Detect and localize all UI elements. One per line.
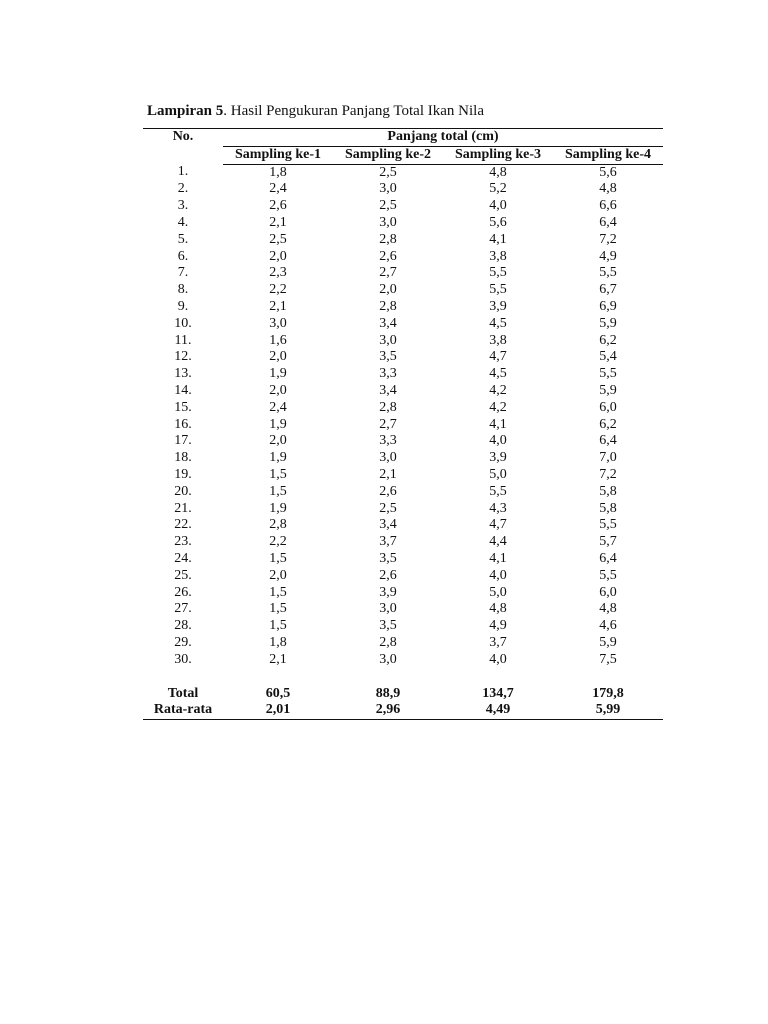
table-cell: 3,9 bbox=[379, 584, 397, 600]
table-cell: 6,6 bbox=[599, 198, 617, 214]
table-row bbox=[143, 551, 663, 568]
table-cell: 5,9 bbox=[599, 315, 617, 331]
average-cell: 2,01 bbox=[223, 702, 333, 719]
table-cell: 1,9 bbox=[269, 450, 287, 466]
table-row bbox=[143, 400, 663, 417]
row-number: 14. bbox=[174, 382, 192, 398]
table-cell: 4,3 bbox=[489, 500, 507, 516]
row-number: 18. bbox=[174, 450, 192, 466]
table-cell: 2,0 bbox=[269, 349, 287, 365]
table-cell: 6,7 bbox=[599, 282, 617, 298]
table-cell: 1,9 bbox=[269, 416, 287, 432]
table-cell: 1,8 bbox=[269, 164, 287, 180]
table-row bbox=[143, 635, 663, 652]
table-cell: 5,5 bbox=[599, 517, 617, 533]
table-cell: 1,5 bbox=[269, 584, 287, 600]
table-cell: 2,5 bbox=[379, 500, 397, 516]
table-row bbox=[143, 383, 663, 400]
table-cell: 6,4 bbox=[599, 214, 617, 230]
table-row bbox=[143, 198, 663, 215]
row-number: 7. bbox=[177, 265, 189, 281]
table-cell: 2,7 bbox=[379, 416, 397, 432]
table-cell: 4,8 bbox=[599, 181, 617, 197]
table-cell: 4,0 bbox=[489, 433, 507, 449]
subheader-2: Sampling ke-2 bbox=[333, 146, 443, 164]
table-cell: 7,5 bbox=[599, 651, 617, 667]
table-cell: 2,7 bbox=[379, 265, 397, 281]
table-row bbox=[143, 517, 663, 534]
table-row bbox=[143, 366, 663, 383]
table-cell: 7,2 bbox=[599, 466, 617, 482]
table-cell: 3,0 bbox=[379, 214, 397, 230]
table-cell: 5,8 bbox=[599, 483, 617, 499]
table-cell: 5,5 bbox=[489, 265, 507, 281]
table-cell: 6,4 bbox=[599, 550, 617, 566]
table-cell: 5,2 bbox=[489, 181, 507, 197]
table-cell: 4,9 bbox=[599, 248, 617, 264]
table-cell: 1,5 bbox=[269, 550, 287, 566]
subheader-4: Sampling ke-4 bbox=[553, 146, 663, 164]
row-number: 1. bbox=[177, 164, 189, 180]
average-row bbox=[143, 702, 663, 719]
average-cell: 2,96 bbox=[333, 702, 443, 719]
table-cell: 4,0 bbox=[489, 567, 507, 583]
row-number: 9. bbox=[177, 298, 189, 314]
table-cell: 3,8 bbox=[489, 332, 507, 348]
table-cell: 7,0 bbox=[599, 450, 617, 466]
table-cell: 2,5 bbox=[379, 164, 397, 180]
table-cell: 3,5 bbox=[379, 618, 397, 634]
table-cell: 5,5 bbox=[599, 265, 617, 281]
total-cell: 134,7 bbox=[482, 685, 514, 701]
row-number: 8. bbox=[177, 282, 189, 298]
table-cell: 4,2 bbox=[489, 382, 507, 398]
table-row bbox=[143, 299, 663, 316]
total-cell: 60,5 bbox=[265, 685, 291, 701]
table-cell: 1,5 bbox=[269, 618, 287, 634]
table-cell: 2,8 bbox=[379, 399, 397, 415]
subheader-1: Sampling ke-1 bbox=[223, 146, 333, 164]
table-cell: 2,8 bbox=[379, 231, 397, 247]
row-number: 28. bbox=[174, 618, 192, 634]
table-cell: 5,4 bbox=[599, 349, 617, 365]
table-cell: 6,2 bbox=[599, 332, 617, 348]
table-cell: 7,2 bbox=[599, 231, 617, 247]
table-cell: 5,5 bbox=[489, 282, 507, 298]
table-cell: 3,3 bbox=[379, 433, 397, 449]
table-cell: 5,6 bbox=[599, 164, 617, 180]
table-row bbox=[143, 601, 663, 618]
row-number: 5. bbox=[177, 231, 189, 247]
row-number: 26. bbox=[174, 584, 192, 600]
row-number: 24. bbox=[174, 550, 192, 566]
table-cell: 4,9 bbox=[489, 618, 507, 634]
table-cell: 3,9 bbox=[489, 298, 507, 314]
table-cell: 3,7 bbox=[379, 534, 397, 550]
table-cell: 6,2 bbox=[599, 416, 617, 432]
table-cell: 1,6 bbox=[269, 332, 287, 348]
table-cell: 2,0 bbox=[269, 567, 287, 583]
table-row bbox=[143, 568, 663, 585]
table-row bbox=[143, 484, 663, 501]
table-cell: 4,5 bbox=[489, 366, 507, 382]
table-cell: 5,8 bbox=[599, 500, 617, 516]
table-cell: 3,4 bbox=[379, 315, 397, 331]
table-cell: 2,2 bbox=[269, 282, 287, 298]
table-body bbox=[143, 164, 663, 668]
table-cell: 2,3 bbox=[269, 265, 287, 281]
table-row bbox=[143, 652, 663, 669]
table-cell: 4,0 bbox=[489, 198, 507, 214]
table-row bbox=[143, 534, 663, 551]
table-cell: 3,7 bbox=[489, 634, 507, 650]
header-group: Panjang total (cm) bbox=[223, 129, 663, 147]
header-no: No. bbox=[143, 129, 223, 165]
table-cell: 2,5 bbox=[379, 198, 397, 214]
table-row bbox=[143, 316, 663, 333]
row-number: 11. bbox=[174, 332, 192, 348]
table-cell: 4,1 bbox=[489, 231, 507, 247]
row-number: 2. bbox=[177, 181, 189, 197]
table-row bbox=[143, 467, 663, 484]
table-cell: 2,6 bbox=[379, 483, 397, 499]
table-row bbox=[143, 417, 663, 434]
total-row bbox=[143, 686, 663, 703]
spacer-row bbox=[143, 669, 663, 686]
table-row bbox=[143, 164, 663, 181]
table-cell: 5,0 bbox=[489, 584, 507, 600]
table-cell: 1,5 bbox=[269, 483, 287, 499]
table-cell: 1,8 bbox=[269, 634, 287, 650]
table-row bbox=[143, 450, 663, 467]
table-cell: 4,1 bbox=[489, 416, 507, 432]
table-cell: 3,0 bbox=[379, 651, 397, 667]
row-number: 12. bbox=[174, 349, 192, 365]
row-number: 6. bbox=[177, 248, 189, 264]
row-number: 13. bbox=[174, 366, 192, 382]
row-number: 21. bbox=[174, 500, 192, 516]
table-cell: 4,8 bbox=[599, 601, 617, 617]
row-number: 3. bbox=[177, 198, 189, 214]
table-cell: 3,3 bbox=[379, 366, 397, 382]
table-cell: 4,1 bbox=[489, 550, 507, 566]
row-number: 15. bbox=[174, 399, 192, 415]
table-row bbox=[143, 232, 663, 249]
caption-text: . Hasil Pengukuran Panjang Total Ikan Nila bbox=[223, 103, 484, 119]
row-number: 23. bbox=[174, 534, 192, 550]
total-cell: 88,9 bbox=[375, 685, 401, 701]
row-number: 29. bbox=[174, 634, 192, 650]
table-cell: 2,2 bbox=[269, 534, 287, 550]
table-cell: 3,0 bbox=[379, 332, 397, 348]
row-number: 22. bbox=[174, 517, 192, 533]
row-number: 27. bbox=[174, 601, 192, 617]
table-cell: 4,2 bbox=[489, 399, 507, 415]
total-cell: 179,8 bbox=[592, 685, 624, 701]
table-cell: 2,0 bbox=[269, 248, 287, 264]
table-cell: 3,0 bbox=[379, 450, 397, 466]
row-number: 16. bbox=[174, 416, 192, 432]
table-cell: 3,8 bbox=[489, 248, 507, 264]
table-cell: 2,4 bbox=[269, 181, 287, 197]
table-cell: 2,1 bbox=[269, 214, 287, 230]
table-cell: 2,8 bbox=[269, 517, 287, 533]
table-cell: 6,0 bbox=[599, 584, 617, 600]
table-row bbox=[143, 215, 663, 232]
table-cell: 2,4 bbox=[269, 399, 287, 415]
table-row bbox=[143, 181, 663, 198]
table-cell: 4,6 bbox=[599, 618, 617, 634]
table-cell: 3,0 bbox=[379, 601, 397, 617]
table-cell: 4,8 bbox=[489, 601, 507, 617]
table-row bbox=[143, 618, 663, 635]
table-row bbox=[143, 433, 663, 450]
table-cell: 1,5 bbox=[269, 466, 287, 482]
table-cell: 3,5 bbox=[379, 550, 397, 566]
row-number: 4. bbox=[177, 214, 189, 230]
table-cell: 2,6 bbox=[379, 248, 397, 264]
data-table bbox=[143, 128, 663, 720]
table-row bbox=[143, 282, 663, 299]
table-caption bbox=[147, 101, 484, 121]
table-cell: 4,7 bbox=[489, 517, 507, 533]
table-cell: 4,5 bbox=[489, 315, 507, 331]
table-cell: 2,8 bbox=[379, 298, 397, 314]
table-cell: 2,0 bbox=[269, 433, 287, 449]
row-number: 25. bbox=[174, 567, 192, 583]
table-cell: 4,4 bbox=[489, 534, 507, 550]
table-cell: 5,9 bbox=[599, 634, 617, 650]
table-cell: 2,6 bbox=[269, 198, 287, 214]
table-cell: 3,0 bbox=[379, 181, 397, 197]
table-cell: 3,5 bbox=[379, 349, 397, 365]
table-cell: 6,4 bbox=[599, 433, 617, 449]
table-cell: 3,9 bbox=[489, 450, 507, 466]
table-cell: 4,0 bbox=[489, 651, 507, 667]
table-cell: 2,1 bbox=[379, 466, 397, 482]
table-cell: 2,1 bbox=[269, 298, 287, 314]
table-cell: 2,8 bbox=[379, 634, 397, 650]
table-cell: 3,4 bbox=[379, 517, 397, 533]
table-cell: 5,5 bbox=[599, 366, 617, 382]
table-cell: 5,7 bbox=[599, 534, 617, 550]
table-row bbox=[143, 333, 663, 350]
row-number: 10. bbox=[174, 315, 192, 331]
table-cell: 6,0 bbox=[599, 399, 617, 415]
table-cell: 2,1 bbox=[269, 651, 287, 667]
table-cell: 2,6 bbox=[379, 567, 397, 583]
table-cell: 2,0 bbox=[379, 282, 397, 298]
table-row bbox=[143, 501, 663, 518]
table-cell: 5,6 bbox=[489, 214, 507, 230]
table-cell: 5,9 bbox=[599, 382, 617, 398]
table-cell: 5,0 bbox=[489, 466, 507, 482]
average-label: Rata-rata bbox=[143, 702, 223, 719]
row-number: 17. bbox=[174, 433, 192, 449]
table-cell: 6,9 bbox=[599, 298, 617, 314]
table-row bbox=[143, 265, 663, 282]
table-row bbox=[143, 349, 663, 366]
row-number: 30. bbox=[174, 651, 192, 667]
total-label: Total bbox=[167, 685, 199, 701]
table-row bbox=[143, 585, 663, 602]
row-number: 20. bbox=[174, 483, 192, 499]
average-cell: 4,49 bbox=[443, 702, 553, 719]
table-cell: 2,0 bbox=[269, 382, 287, 398]
average-cell: 5,99 bbox=[553, 702, 663, 719]
table-cell: 3,4 bbox=[379, 382, 397, 398]
table-cell: 1,9 bbox=[269, 500, 287, 516]
table-cell: 3,0 bbox=[269, 315, 287, 331]
subheader-3: Sampling ke-3 bbox=[443, 146, 553, 164]
table-cell: 1,5 bbox=[269, 601, 287, 617]
table-cell: 4,8 bbox=[489, 164, 507, 180]
table-cell: 2,5 bbox=[269, 231, 287, 247]
table-row bbox=[143, 249, 663, 266]
table-cell: 1,9 bbox=[269, 366, 287, 382]
row-number: 19. bbox=[174, 466, 192, 482]
table-cell: 5,5 bbox=[489, 483, 507, 499]
table-cell: 5,5 bbox=[599, 567, 617, 583]
caption-label: Lampiran 5 bbox=[147, 103, 224, 119]
table-cell: 4,7 bbox=[489, 349, 507, 365]
